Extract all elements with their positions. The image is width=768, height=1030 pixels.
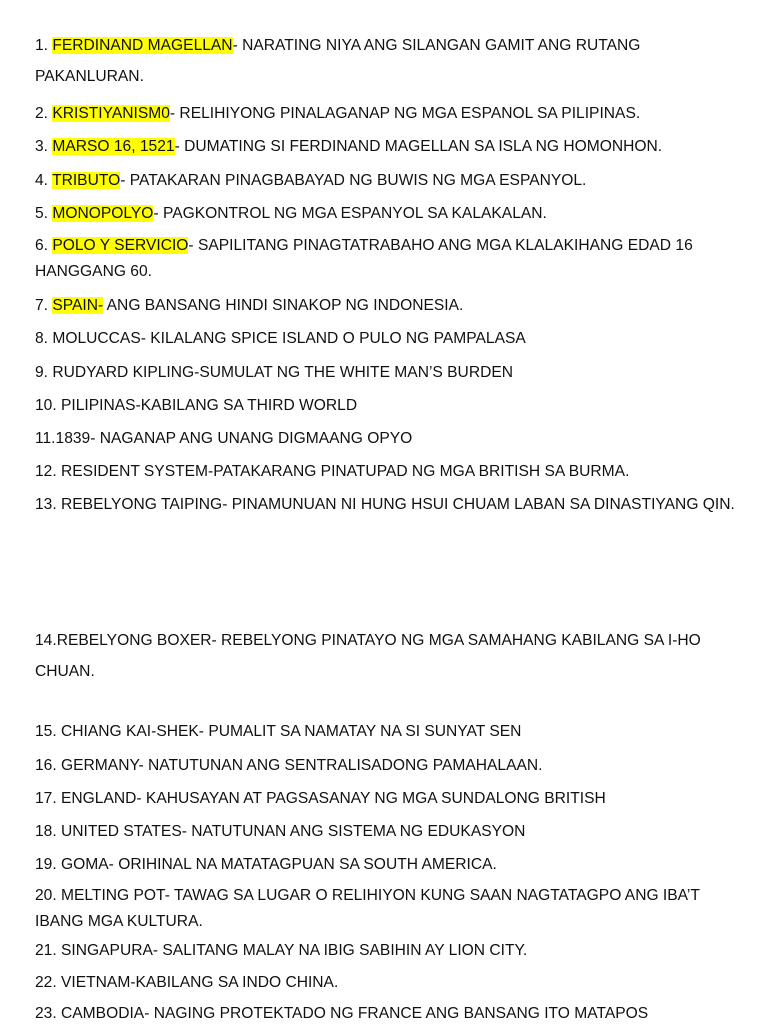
item-number: 5. xyxy=(35,205,53,222)
list-item-12 xyxy=(35,455,735,488)
item-description: -KABILANG SA THIRD WORLD xyxy=(135,397,358,414)
item-number: 6. xyxy=(35,237,53,254)
item-description: -PATAKARANG PINATUPAD NG MGA BRITISH SA BURMA. xyxy=(208,463,630,480)
list-item-16 xyxy=(35,749,735,782)
item-number: 21. xyxy=(35,942,62,959)
item-description: -SUMULAT NG THE WHITE MAN’S BURDEN xyxy=(194,364,513,381)
list-item-23 xyxy=(35,997,735,1030)
item-number: 12. xyxy=(35,463,62,480)
item-term: SINGAPURA xyxy=(61,942,153,959)
item-term: ENGLAND xyxy=(61,790,137,807)
highlighted-term: SPAIN- xyxy=(52,297,104,314)
list-item-1 xyxy=(35,30,735,92)
list-item-5 xyxy=(35,197,735,230)
item-description: - NAGANAP ANG UNANG DIGMAANG OPYO xyxy=(90,430,413,447)
item-description: - PUMALIT SA NAMATAY NA SI SUNYAT SEN xyxy=(198,723,522,740)
item-number: 14. xyxy=(35,632,57,649)
item-number: 16. xyxy=(35,757,62,774)
item-description: - NATUTUNAN ANG SENTRALISADONG PAMAHALAAN. xyxy=(138,757,543,774)
list-item-21 xyxy=(35,934,735,967)
highlighted-term: TRIBUTO xyxy=(52,172,121,189)
item-description: - NATUTUNAN ANG SISTEMA NG EDUKASYON xyxy=(181,823,526,840)
item-description: - ORIHINAL NA MATATAGPUAN SA SOUTH AMERICA. xyxy=(108,856,497,873)
list-item-22 xyxy=(35,966,735,999)
item-number: 23. xyxy=(35,1005,62,1022)
item-description: - TAWAG SA LUGAR O RELIHIYON KUNG SAAN NAGTATAGPO ANG IBA’T IBANG MGA KULTURA. xyxy=(35,887,700,930)
item-term: PILIPINAS xyxy=(61,397,136,414)
item-description: - KILALANG SPICE ISLAND O PULO NG PAMPALASA xyxy=(140,330,526,347)
highlighted-term: POLO Y SERVICIO xyxy=(52,237,189,254)
item-description: - SALITANG MALAY NA IBIG SABIHIN AY LION CITY. xyxy=(152,942,528,959)
item-number: 9. xyxy=(35,364,53,381)
item-description: - RELIHIYONG PINALAGANAP NG MGA ESPANOL SA PILIPINAS. xyxy=(169,105,641,122)
list-item-11 xyxy=(35,422,735,455)
item-description: - DUMATING SI FERDINAND MAGELLAN SA ISLA NG HOMONHON. xyxy=(174,138,663,155)
item-description: - NAGING PROTEKTADO NG FRANCE ANG BANSANG ITO MATAPOS xyxy=(144,1005,649,1022)
item-number: 7. xyxy=(35,297,53,314)
item-number: 18. xyxy=(35,823,62,840)
list-item-13 xyxy=(35,489,735,520)
list-item-2 xyxy=(35,97,735,130)
list-item-8 xyxy=(35,322,735,355)
list-item-7 xyxy=(35,289,735,322)
list-item-20 xyxy=(35,883,735,935)
item-term: RESIDENT SYSTEM xyxy=(61,463,209,480)
highlighted-term: MARSO 16, 1521 xyxy=(52,138,175,155)
item-number: 2. xyxy=(35,105,53,122)
item-description: - SAPILITANG PINAGTATRABAHO ANG MGA KLALAKIHANG EDAD 16 HANGGANG 60. xyxy=(35,237,693,280)
item-description: - PAGKONTROL NG MGA ESPANYOL SA KALAKALAN. xyxy=(153,205,547,222)
item-term: GOMA xyxy=(61,856,109,873)
item-term: REBELYONG BOXER xyxy=(56,632,212,649)
item-number: 15. xyxy=(35,723,62,740)
highlighted-term: KRISTIYANISM0 xyxy=(52,105,170,122)
list-item-10 xyxy=(35,389,735,422)
list-item-19 xyxy=(35,848,735,881)
item-term: MELTING POT xyxy=(61,887,165,904)
item-term: 1839 xyxy=(55,430,91,447)
highlighted-term: FERDINAND MAGELLAN xyxy=(52,37,233,54)
item-description: - PATAKARAN PINAGBABAYAD NG BUWIS NG MGA ESPANYOL. xyxy=(120,172,587,189)
item-number: 3. xyxy=(35,138,53,155)
item-number: 22. xyxy=(35,974,62,991)
item-description: - NARATING NIYA ANG SILANGAN GAMIT ANG RUTANG PAKANLURAN. xyxy=(35,37,641,85)
list-item-4 xyxy=(35,164,735,197)
item-number: 17. xyxy=(35,790,62,807)
item-description: - KAHUSAYAN AT PAGSASANAY NG MGA SUNDALONG BRITISH xyxy=(136,790,606,807)
list-item-18 xyxy=(35,815,735,848)
item-term: RUDYARD KIPLING xyxy=(52,364,195,381)
item-number: 20. xyxy=(35,887,62,904)
highlighted-term: MONOPOLYO xyxy=(52,205,154,222)
item-term: GERMANY xyxy=(61,757,139,774)
list-item-14 xyxy=(35,625,735,687)
item-number: 19. xyxy=(35,856,62,873)
item-number: 13. xyxy=(35,496,62,513)
item-number: 8. xyxy=(35,330,53,347)
list-item-6 xyxy=(35,233,735,285)
item-description: ANG BANSANG HINDI SINAKOP NG INDONESIA. xyxy=(103,297,464,314)
item-term: CAMBODIA xyxy=(61,1005,145,1022)
item-number: 10. xyxy=(35,397,62,414)
item-term: CHIANG KAI-SHEK xyxy=(61,723,199,740)
item-description: - PINAMUNUAN NI HUNG HSUI CHUAM LABAN SA DINASTIYANG QIN. xyxy=(222,496,735,513)
item-term: MOLUCCAS xyxy=(52,330,141,347)
item-term: REBELYONG TAIPING xyxy=(61,496,223,513)
item-number: 1. xyxy=(35,37,53,54)
list-item-15 xyxy=(35,715,735,748)
item-description: -KABILANG SA INDO CHINA. xyxy=(130,974,339,991)
list-item-17 xyxy=(35,782,735,815)
list-item-9 xyxy=(35,356,735,389)
item-number: 11. xyxy=(35,430,56,447)
item-description: - REBELYONG PINATAYO NG MGA SAMAHANG KABILANG SA I-HO CHUAN. xyxy=(35,632,701,680)
list-item-3 xyxy=(35,130,735,163)
item-term: UNITED STATES xyxy=(61,823,182,840)
item-number: 4. xyxy=(35,172,53,189)
item-term: VIETNAM xyxy=(61,974,131,991)
